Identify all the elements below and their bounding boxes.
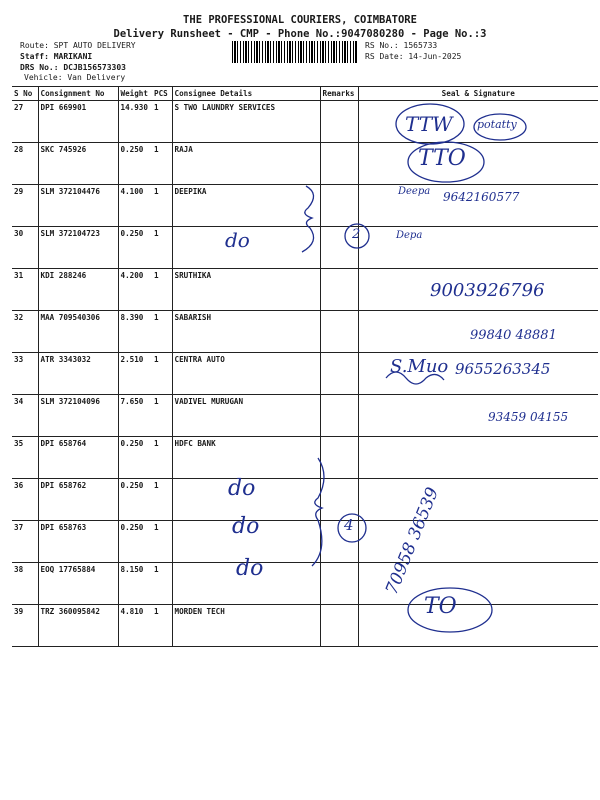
table-header-row (12, 87, 598, 101)
cell-sno: 38 (12, 563, 38, 605)
col-signature: Seal & Signature (358, 87, 598, 101)
phone-r36: 70958 36539 (382, 484, 444, 598)
cell-consignee: SRUTHIKA (172, 269, 320, 311)
cell-consignment: DPI 669901 (38, 101, 118, 143)
cell-sno: 34 (12, 395, 38, 437)
col-consignment: Consignment No (38, 87, 118, 101)
cell-consignee: HDFC BANK (172, 437, 320, 479)
col-sno: S No (12, 87, 38, 101)
cell-weight: 4.810 (118, 605, 152, 647)
rs-number: RS No.: 1565733 (365, 41, 438, 50)
table-row (12, 521, 598, 563)
cell-sno: 32 (12, 311, 38, 353)
company-title: THE PROFESSIONAL COURIERS, COIMBATORE (183, 14, 417, 26)
cell-consignment: SLM 372104723 (38, 227, 118, 269)
phone-r33: 9655263345 (455, 360, 551, 378)
cell-pcs: 1 (152, 479, 172, 521)
cell-remarks (320, 395, 358, 437)
cell-pcs: 1 (152, 101, 172, 143)
table-row (12, 143, 598, 185)
cell-remarks (320, 143, 358, 185)
ditto-r38: do (236, 556, 264, 581)
phone-r31: 9003926796 (430, 280, 545, 301)
col-pcs: PCS (152, 87, 172, 101)
cell-sno: 33 (12, 353, 38, 395)
col-remarks: Remarks (320, 87, 358, 101)
cell-remarks (320, 311, 358, 353)
cell-pcs: 1 (152, 269, 172, 311)
rs-date: RS Date: 14-Jun-2025 (365, 52, 462, 61)
cell-signature (358, 227, 598, 269)
cell-remarks (320, 353, 358, 395)
cell-consignment: ATR 3343032 (38, 353, 118, 395)
cell-consignee: VADIVEL MURUGAN (172, 395, 320, 437)
cell-consignee: RAJA (172, 143, 320, 185)
cell-remarks (320, 605, 358, 647)
cell-weight: 8.390 (118, 311, 152, 353)
cell-pcs: 1 (152, 227, 172, 269)
cell-remarks (320, 185, 358, 227)
runsheet-subtitle: Delivery Runsheet - CMP - Phone No.:9047080280 - Page No.:3 (113, 28, 487, 40)
signature-r29: Deepa (398, 186, 431, 197)
ditto-r36: do (228, 476, 256, 501)
cell-remarks (320, 479, 358, 521)
cell-consignee: SABARISH (172, 311, 320, 353)
staff-label: Staff: MARIKANI (20, 52, 93, 61)
cell-consignee: CENTRA AUTO (172, 353, 320, 395)
cell-weight: 0.250 (118, 437, 152, 479)
cell-remarks (320, 269, 358, 311)
signature-r39: TO (424, 594, 457, 619)
cell-pcs: 1 (152, 185, 172, 227)
cell-consignment: SLM 372104096 (38, 395, 118, 437)
cell-signature (358, 521, 598, 563)
col-weight: Weight (118, 87, 152, 101)
cell-remarks (320, 437, 358, 479)
cell-sno: 28 (12, 143, 38, 185)
signature-r33: S.Muo (390, 356, 449, 377)
cell-weight: 0.250 (118, 521, 152, 563)
cell-consignment: DPI 658762 (38, 479, 118, 521)
cell-pcs: 1 (152, 563, 172, 605)
signature-r27: TTW (405, 112, 453, 136)
vehicle-label: Vehicle: Van Delivery (24, 73, 126, 82)
phone-r29: 9642160577 (443, 190, 520, 204)
phone-r32: 99840 48881 (470, 328, 557, 343)
ditto-r37: do (232, 514, 260, 539)
cell-sno: 27 (12, 101, 38, 143)
count-r37: 4 (344, 516, 354, 534)
count-r30: 2 (352, 227, 361, 242)
cell-pcs: 1 (152, 521, 172, 563)
table-row (12, 227, 598, 269)
cell-consignment: DPI 658764 (38, 437, 118, 479)
cell-consignee: MORDEN TECH (172, 605, 320, 647)
phone-r34: 93459 04155 (488, 410, 569, 424)
cell-consignee: DEEPIKA (172, 185, 320, 227)
cell-pcs: 1 (152, 143, 172, 185)
table-row (12, 437, 598, 479)
cell-sno: 30 (12, 227, 38, 269)
cell-weight: 8.150 (118, 563, 152, 605)
cell-sno: 35 (12, 437, 38, 479)
cell-sno: 37 (12, 521, 38, 563)
cell-weight: 0.250 (118, 479, 152, 521)
cell-consignment: SKC 745926 (38, 143, 118, 185)
cell-pcs: 1 (152, 311, 172, 353)
cell-weight: 7.650 (118, 395, 152, 437)
ditto-r30: do (225, 228, 250, 252)
cell-pcs: 1 (152, 437, 172, 479)
cell-weight: 0.250 (118, 143, 152, 185)
cell-sno: 39 (12, 605, 38, 647)
signature-r30: Depa (396, 230, 423, 241)
cell-remarks (320, 101, 358, 143)
cell-weight: 0.250 (118, 227, 152, 269)
cell-weight: 4.100 (118, 185, 152, 227)
cell-signature (358, 143, 598, 185)
cell-consignment: MAA 709540306 (38, 311, 118, 353)
cell-consignment: TRZ 360095842 (38, 605, 118, 647)
table-row (12, 479, 598, 521)
cell-consignment: KDI 288246 (38, 269, 118, 311)
cell-weight: 4.200 (118, 269, 152, 311)
cell-pcs: 1 (152, 353, 172, 395)
cell-consignment: DPI 658763 (38, 521, 118, 563)
cell-sno: 36 (12, 479, 38, 521)
cell-remarks (320, 563, 358, 605)
route-label: Route: SPT AUTO DELIVERY (20, 41, 136, 50)
cell-consignment: SLM 372104476 (38, 185, 118, 227)
cell-sno: 31 (12, 269, 38, 311)
cell-signature (358, 605, 598, 647)
barcode-image (232, 41, 358, 63)
cell-signature (358, 437, 598, 479)
cell-consignment: EOQ 17765884 (38, 563, 118, 605)
cell-sno: 29 (12, 185, 38, 227)
signature-r28: TTO (418, 146, 466, 171)
note-r27: potatty (477, 118, 517, 131)
col-consignee: Consignee Details (172, 87, 320, 101)
cell-pcs: 1 (152, 605, 172, 647)
table-row (12, 563, 598, 605)
table-row (12, 605, 598, 647)
drs-number: DRS No.: DCJB156573303 (20, 63, 126, 72)
cell-weight: 14.930 (118, 101, 152, 143)
cell-weight: 2.510 (118, 353, 152, 395)
cell-signature (358, 479, 598, 521)
cell-pcs: 1 (152, 395, 172, 437)
cell-consignee: S TWO LAUNDRY SERVICES (172, 101, 320, 143)
